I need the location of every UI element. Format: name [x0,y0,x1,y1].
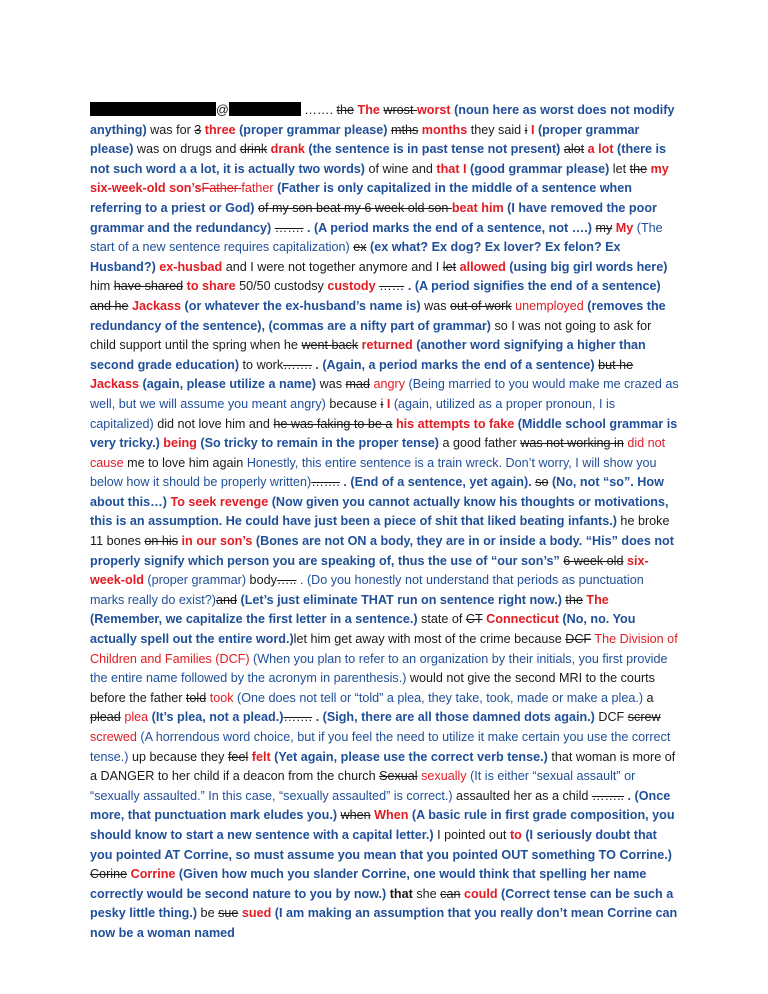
correction-text: in our son’s [178,534,253,549]
struck-text: when [340,808,371,823]
correction-text: When [370,808,409,823]
correction-text: The [582,592,609,607]
correction-text: returned [358,338,413,353]
struck-text: went back [301,338,359,353]
correction-text: screwed [90,730,137,744]
comment-text: (Yet again, please use the correct verb tense.) [270,749,548,764]
redaction-block [229,102,301,116]
comment-text: (proper grammar) [143,573,247,588]
comment-text: (No, no. You actually spell out the entire word.) [90,612,636,647]
struck-text: and [215,592,237,607]
struck-text: my [595,220,613,235]
correction-text: My [612,220,634,235]
text-segment: he broke 11 bones [90,514,670,549]
struck-text: the [629,161,648,176]
correction-text: my six-week-old son’s [90,161,669,196]
correction-text: Jackass [90,377,140,392]
correction-text: I [527,122,535,137]
comment-text: . (A period signifies the end of a sentence) [404,279,661,294]
comment-text: (removes the redundancy of the sentence), (commas are a nifty part of grammar) [90,298,666,333]
correction-text: The [357,103,380,117]
comment-text: (again, please utilize a name) [139,377,317,392]
comment-text: . (A period marks the end of a sentence, not ….) [303,220,592,235]
comment-text: (Being married to you would make me crazed as well, but we will assume you meant angry) [90,377,679,411]
struck-text: feel [227,749,249,764]
struck-text: out of work [450,298,512,313]
comment-text: . (Again, a period marks the end of a sentence) [311,357,595,372]
struck-text: ……. [274,220,304,235]
correction-text: allowed [456,259,506,274]
struck-text: …… [379,279,405,294]
comment-text: (again, utilized as a proper pronoun, I is capitalized) [90,396,616,431]
struck-text: ….. [276,573,297,588]
struck-text: ex [353,240,367,255]
correction-text: plea [120,710,149,725]
correction-text: a lot [584,142,614,157]
struck-text: was not working in [520,436,624,451]
struck-text: have shared [113,279,184,294]
correction-text: felt [248,749,271,764]
struck-text: told [185,690,207,705]
struck-text: alot [563,142,585,157]
struck-text: 3 [194,122,202,137]
comment-text: (No, not “so”. How about this…) [90,475,664,509]
comment-text: Honestly, this entire sentence is a train wreck. Don’t worry, I will show you below how it should be properly written) [90,455,657,490]
text-segment: body [246,573,277,588]
comment-text: (Father is only capitalized in the middle of a sentence when referring to a priest or God) [90,181,632,215]
comment-text: (I have removed the poor grammar and the redundancy) [90,200,657,235]
text-segment: a [643,690,654,705]
comment-text: (another word signifying a higher than second grade education) [90,338,646,372]
text-segment: would not give the second MRI to the courts before the father [90,671,655,705]
comment-text: (So tricky to remain in the proper tense) [196,436,440,451]
comment-text: (Remember, we capitalize the first letter in a sentence.) [90,612,418,627]
comment-text: (Now given you cannot actually know his thoughts or motivations, this is an assumption. He could have just been a piece of shit that liked beating infants.) [90,494,669,529]
struck-text: but he [598,357,634,372]
correction-text: could [460,886,498,901]
struck-text: so [535,475,549,490]
correction-text: to [509,827,522,842]
correction-text: that I [436,161,467,176]
comment-text: (Bones are not ON a body, they are in or inside a body. “His” does not properly signify which person you are speaking of, thus the use of “our son’s” [90,534,674,568]
struck-text: CT [465,612,483,627]
comment-text: (I am making an assumption that you really don’t mean Corrine can now be a woman named [90,906,678,940]
comment-text: (When you plan to refer to an organization by their initials, you first provide the entire name followed by the acronym in parenthesis.) [90,651,668,686]
text-segment: @ [216,103,229,117]
text-segment: that [389,886,413,901]
struck-text: mths [390,122,419,137]
comment-text: . (Do you honestly not understand that periods as punctuation marks really do exist?) [90,573,644,607]
text-segment: me to love him again [123,455,247,470]
struck-text: mad [345,377,371,392]
correction-text: angry [370,377,406,392]
text-segment: be [197,906,219,921]
correction-text: to share [183,279,236,294]
correction-text: did not cause [90,436,666,470]
struck-text: let [442,259,457,274]
correction-text: To seek revenge [166,494,269,509]
struck-text: on his [144,534,178,549]
comment-text: (good grammar please) [466,161,610,176]
struck-text: Father [201,181,242,196]
comment-text: (proper grammar please) [235,122,388,137]
struck-text: 6 week old [563,553,624,568]
comment-text: (I seriously doubt that you pointed AT Corrine, so must assume you mean that you pointed OUT something TO Corrine.) [90,827,672,862]
struck-text: …….. [591,788,625,803]
text-segment: did not love him and [153,416,274,431]
correction-text: sued [238,906,272,921]
struck-text: Sexual [379,769,418,784]
correction-text: Jackass [128,298,182,313]
struck-text: i [524,122,528,137]
correction-text: unemployed [511,298,584,313]
comment-text: (Correct tense can be such a pesky little thing.) [90,886,674,921]
correction-text: father [241,181,274,196]
struck-text: the [565,592,583,607]
correction-text: custody [327,279,376,294]
comment-text: (ex what? Ex dog? Ex lover? Ex felon? Ex Husband?) [90,240,621,274]
text-segment: was [420,298,451,313]
text-segment: to work [239,357,284,372]
comment-text: (The start of a new sentence requires capitalization) [90,220,663,255]
text-segment: ……. [304,103,337,117]
text-segment: let [609,161,630,176]
correction-text: beat him [451,200,504,215]
comment-text: . (Sigh, there are all those damned dots again.) [312,710,595,725]
correction-text: Corrine [127,867,176,882]
comment-text: (It’s plea, not a plead.) [148,710,284,725]
struck-text: ……. [283,357,312,372]
text-segment: up because they [128,749,228,764]
struck-text: ……. [311,475,340,490]
comment-text: (One does not tell or “told” a plea, they take, took, made or make a plea.) [233,690,644,705]
text-segment: assaulted her as a child [452,788,592,803]
correction-text: three [201,122,236,137]
struck-text: he was faking to be a [273,416,393,431]
struck-text: i [380,396,384,411]
comment-text: (using big girl words here) [505,259,668,274]
correction-text: I [383,396,391,411]
document-page [90,101,680,944]
text-segment: was [316,377,346,392]
comment-text: (It is either “sexual assault” or “sexually assaulted.” In this case, “sexually assaulted” is correct.) [90,769,636,803]
correction-text: The Division of Children and Families (DCF) [90,632,678,666]
redaction-block [90,102,216,116]
struck-text: screw [627,710,661,725]
struck-text: sue [218,906,239,921]
text-segment: because [325,396,381,411]
text-segment: a good father [439,436,521,451]
text-segment: they said [467,122,525,137]
comment-text: (proper grammar please) [90,122,640,157]
correction-text: months [418,122,468,137]
struck-text: ……. [283,710,313,725]
correction-text: worst [416,103,451,117]
struck-text: of my son beat my 6 week old son [257,200,452,215]
comment-text: . (Once more, that punctuation mark eludes you.) [90,788,671,823]
text-segment: of wine and [365,161,437,176]
comment-text: . (End of a sentence, yet again). [339,475,532,490]
correction-text: his attempts to fake [392,416,515,431]
struck-text: drink [239,142,268,157]
struck-text: wrost [383,103,417,117]
correction-text: six-week-old [90,553,649,588]
correction-text: drank [267,142,305,157]
correction-text: took [206,690,234,705]
text-segment: state of [417,612,466,627]
text-segment: I pointed out [433,827,510,842]
comment-text: (or whatever the ex-husband’s name is) [181,298,421,313]
text-segment: him [90,279,114,294]
struck-text: DCF [565,632,592,647]
comment-text: (A basic rule in first grade composition, you should know to start a new sentence with a capital letter.) [90,808,675,842]
text-segment: she [412,886,441,901]
text-segment: 50/50 custodsy [235,279,328,294]
comment-text: (A horrendous word choice, but if you feel the need to utilize it make certain you use the correct tense.) [90,730,671,764]
comment-text: (there is not such word a a lot, it is actually two words) [90,142,667,176]
comment-text: (Let’s just eliminate THAT run on sentence right now.) [237,592,562,607]
text-segment: let him get away with most of the crime because [293,632,566,647]
text-segment: was for [146,122,195,137]
text-segment: DCF [594,710,628,725]
comment-text: (noun here as worst does not modify anything) [90,103,675,137]
correction-text: Connecticut [482,612,559,627]
correction-text: sexually [417,769,467,784]
comment-text: (Given how much you slander Corrine, one would think that spelling her name correctly would be second nature to you by now.) [90,867,647,901]
text-segment: and I were not together anymore and I [222,259,443,274]
text-segment: was on drugs and [133,142,240,157]
struck-text: plead [90,710,121,725]
struck-text: can [440,886,461,901]
text-segment: that woman is more of a DANGER to her child if a deacon from the church [90,749,676,784]
struck-text: Corine [90,867,128,882]
text-segment: so I was not going to ask for child support until the spring when he [90,318,652,353]
struck-text: the [336,103,354,117]
comment-text: (the sentence is in past tense not present) [304,142,561,157]
correction-text: being [159,436,197,451]
correction-text: ex-husbad [155,259,223,274]
body-paragraph [90,101,680,944]
comment-text: (Middle school grammar is very tricky.) [90,416,678,451]
struck-text: and he [90,298,129,313]
